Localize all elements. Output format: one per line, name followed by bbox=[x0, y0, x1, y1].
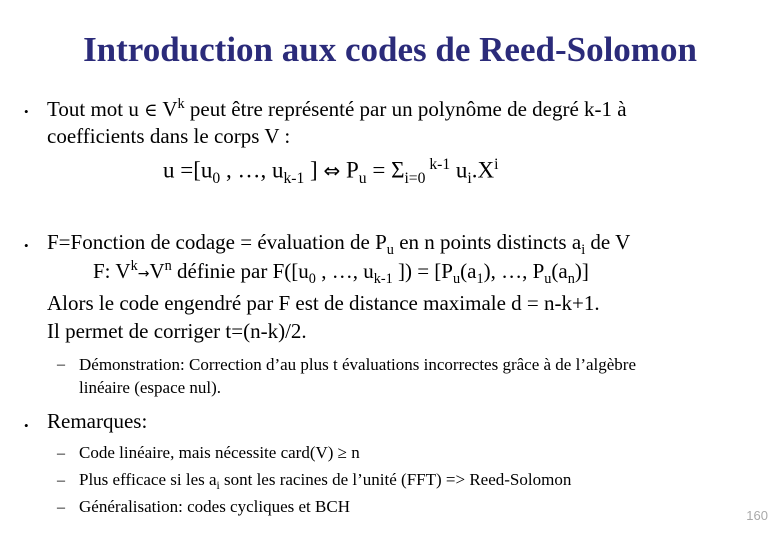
text: = Σ bbox=[366, 157, 405, 183]
demonstration-line-2: linéaire (espace nul). bbox=[79, 378, 222, 397]
remark-3: Généralisation: codes cycliques et BCH bbox=[79, 497, 350, 516]
subscript: k-1 bbox=[283, 170, 305, 188]
bullet-2-line-2 bbox=[93, 258, 589, 288]
slide-title: Introduction aux codes de Reed-Solomon bbox=[83, 30, 697, 69]
demonstration-line-1: Démonstration: Correction d’au plus t évaluations incorrectes grâce à de l’algèbre bbox=[79, 355, 637, 374]
remark-1: Code linéaire, mais nécessite card(V) ≥ n bbox=[79, 443, 360, 462]
subscript: u bbox=[452, 270, 461, 287]
text: (a bbox=[460, 258, 477, 283]
bullet-2-line-1 bbox=[47, 230, 630, 259]
sub-bullet-marker: – bbox=[57, 356, 65, 373]
subscript: i bbox=[581, 241, 586, 258]
bullet-2-line-3: Alors le code engendré par F est de distance maximale d = n-k+1. bbox=[47, 291, 600, 315]
superscript: k bbox=[130, 258, 138, 274]
superscript: n bbox=[164, 258, 172, 274]
superscript: k bbox=[177, 96, 185, 112]
subscript: 0 bbox=[308, 270, 316, 287]
text: Tout mot u bbox=[47, 96, 145, 121]
text: F=Fonction de codage = évaluation de P bbox=[47, 230, 387, 254]
element-of-symbol: ∈ bbox=[144, 99, 158, 121]
text: peut être représenté par un polynôme de degré k-1 à bbox=[184, 96, 627, 121]
subscript: k-1 bbox=[373, 270, 393, 287]
text: .X bbox=[471, 157, 495, 183]
page-number: 160 bbox=[746, 508, 768, 523]
bullet-1-line-1 bbox=[47, 96, 627, 122]
subscript: i=0 bbox=[404, 170, 426, 188]
subscript: u bbox=[544, 270, 552, 287]
text: F: V bbox=[93, 258, 131, 283]
text: Plus efficace si les a bbox=[79, 470, 217, 489]
sub-bullet-marker: – bbox=[57, 445, 65, 462]
superscript: k-1 bbox=[425, 156, 451, 173]
remarques-heading: Remarques: bbox=[47, 409, 148, 433]
bullet-1-line-2: coefficients dans le corps V : bbox=[47, 124, 291, 148]
subscript: u bbox=[386, 241, 394, 258]
bullet-2-marker: • bbox=[24, 238, 29, 253]
text: ]) = [P bbox=[392, 258, 453, 283]
bullet-3-marker: • bbox=[24, 418, 29, 433]
text: u bbox=[450, 157, 468, 183]
right-arrow-icon: → bbox=[137, 265, 150, 282]
subscript: n bbox=[567, 270, 575, 287]
polynomial-formula bbox=[163, 156, 498, 188]
text: , …, u bbox=[220, 157, 284, 183]
text: V bbox=[149, 258, 165, 283]
text: en n points distincts a bbox=[393, 230, 582, 254]
text: sont les racines de l’unité (FFT) => Reed-Solomon bbox=[219, 470, 572, 489]
bullet-1-marker: • bbox=[24, 104, 29, 119]
subscript: i bbox=[216, 479, 220, 493]
text: ), …, P bbox=[483, 258, 545, 283]
text: V bbox=[157, 96, 178, 121]
equivalence-arrow-icon: ⇔ bbox=[323, 158, 341, 183]
subscript: i bbox=[467, 170, 472, 188]
sub-bullet-marker: – bbox=[57, 472, 65, 489]
text: (a bbox=[551, 258, 568, 283]
remark-2 bbox=[79, 470, 571, 492]
subscript: u bbox=[358, 170, 367, 188]
bullet-2-line-4: Il permet de corriger t=(n-k)/2. bbox=[47, 319, 307, 343]
text: P bbox=[340, 157, 359, 183]
sub-bullet-marker: – bbox=[57, 499, 65, 516]
text: définie par F([u bbox=[171, 258, 309, 283]
text: de V bbox=[585, 230, 631, 254]
text: u =[u bbox=[163, 157, 213, 183]
subscript: 0 bbox=[212, 170, 221, 188]
subscript: 1 bbox=[476, 270, 484, 287]
text: ] bbox=[304, 157, 324, 183]
superscript: i bbox=[494, 156, 499, 173]
text: )] bbox=[574, 258, 589, 283]
text: , …, u bbox=[315, 258, 374, 283]
